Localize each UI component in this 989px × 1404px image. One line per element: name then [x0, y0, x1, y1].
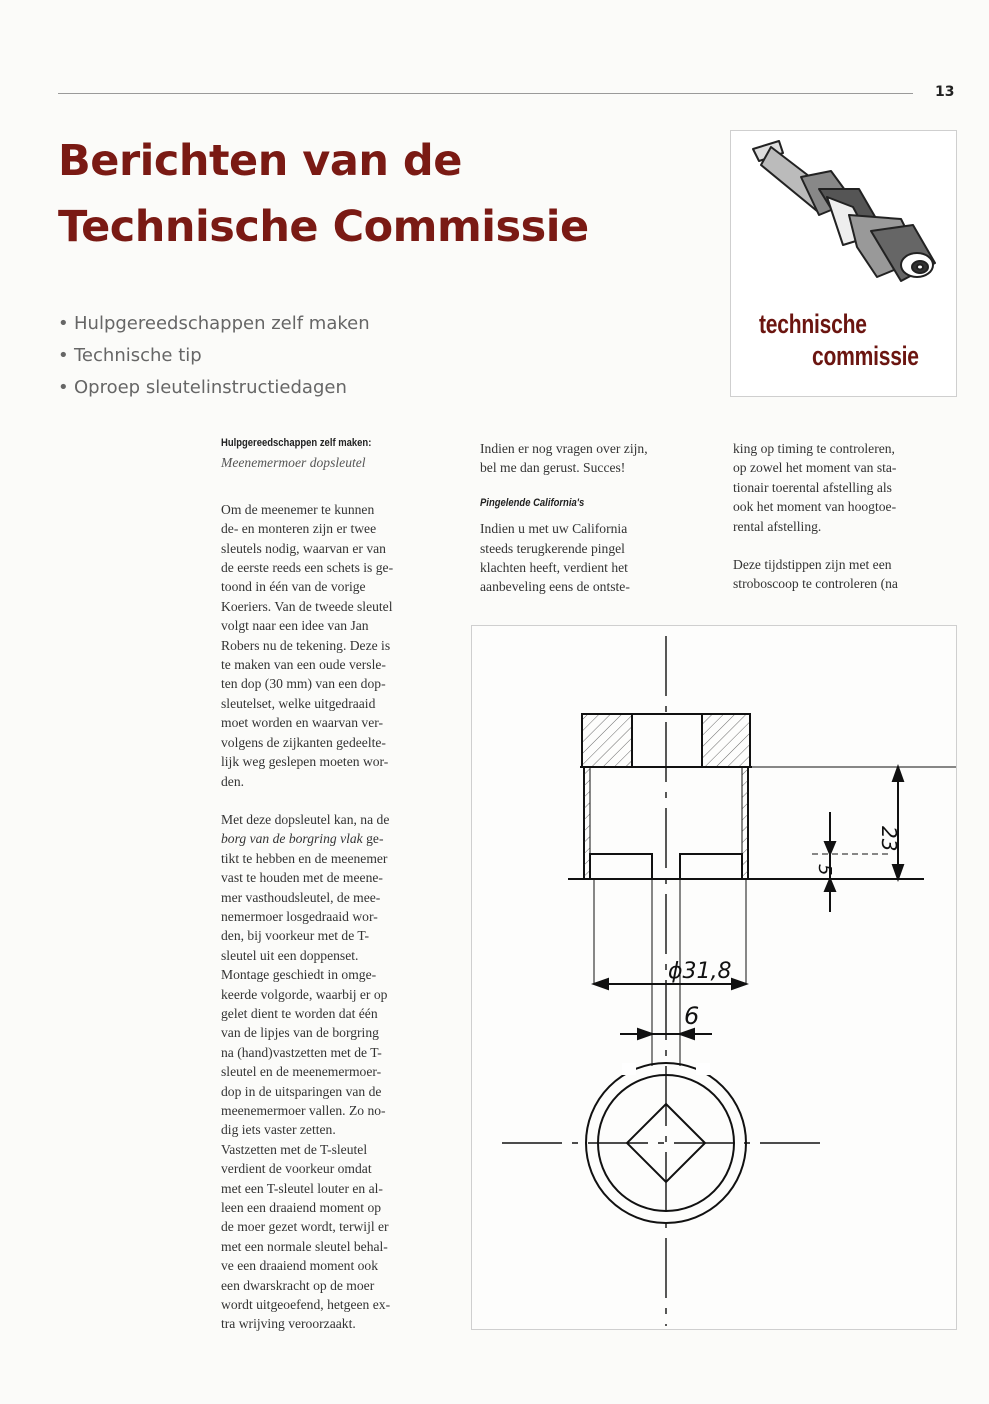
title-line-1: Berichten van de: [58, 136, 462, 186]
article-subheading: Meenemermoer dopsleutel: [221, 455, 366, 471]
page-title: [58, 128, 718, 260]
paragraph: Indien er nog vragen over zijn, bel me dan gerust. Succes!: [480, 441, 648, 476]
topic-item: • Oproep sleutelinstructiedagen: [58, 377, 347, 398]
dimension-diameter: ϕ31,8: [668, 959, 732, 984]
dimension-slot-depth: 5: [814, 864, 835, 876]
topic-item: • Technische tip: [58, 345, 202, 366]
paragraph: king op timing te controleren, op zowel het moment van sta- tionair toerental afstelling als ook het moment van hoogtoe- rental afstelling.: [733, 441, 897, 534]
topic-list: [58, 308, 370, 404]
paragraph: Om de meenemer te kunnen de- en monteren zijn er twee sleutels nodig, waarvan er van de eerste reeds een schets is ge- toond in één van de vorige Koeriers. Van de tweede sleutel volgt naar een idee van Jan Robers nu de tekening. Deze is te maken van een oude versle- ten dop (30 mm) van een dop- sleutelset, welke uitgedraaid moet worden en waarvan ver- volgens de zijkanten gedeelte- lijk weg geslepen moeten wor- den.: [221, 501, 394, 789]
title-line-2: Technische Commissie: [58, 202, 589, 252]
page-number: 13: [935, 84, 955, 100]
paragraph: Met deze dopsleutel kan, na de borg van de borgring vlak ge- tikt te hebben en de meenemer vast te houden met de meene- mer vasthoudsleutel, de mee- nemermoer losgedraaid wor- den, bij voorkeur met de T- sleutel uit een doppenset.: [221, 811, 390, 963]
header-rule: [58, 93, 913, 94]
crankshaft-illustration: [731, 131, 956, 306]
article-column-2: [480, 439, 699, 597]
paragraph: Deze tijdstippen zijn met een stroboscoop te controleren (na: [733, 557, 898, 592]
article-column-1: [221, 434, 441, 1334]
paragraph: Montage geschiedt in omge- keerde volgorde, waarbij er op gelet dient te worden dat één van de lipjes van de borgring na (hand)vastzetten met de T- sleutel en de meenemermoer- dop in de uitsparingen van de meenemermoer vallen. Zo no- dig iets vaster zetten.: [221, 967, 388, 1138]
topic-item: • Hulpgereedschappen zelf maken: [58, 313, 370, 334]
article-heading: Hulpgereedschappen zelf maken:: [221, 437, 372, 449]
article-column-3: [733, 439, 953, 594]
commission-logo: [730, 130, 957, 397]
logo-text-line-1: technische: [759, 309, 867, 339]
paragraph: Indien u met uw California steeds terugkerende pingel klachten heeft, verdient het aanbeveling eens de ontste-: [480, 521, 630, 595]
dimension-height: 23: [877, 826, 901, 852]
socket-wrench-sketch: [472, 626, 956, 1329]
paragraph: Vastzetten met de T-sleutel verdient de voorkeur omdat met een T-sleutel louter en al- leen een draaiend moment op de moer gezet wordt, terwijl er met een normale sleutel behal- ve een draaiend moment ook een dwarskracht op de moer wordt uitgeoefend, hetgeen ex- tra wrijving veroorzaakt.: [221, 1141, 391, 1332]
section-heading: Pingelende California's: [480, 496, 585, 509]
dimension-slot-width: 6: [684, 1002, 700, 1030]
logo-text-line-2: commissie: [812, 341, 919, 371]
technical-drawing: [471, 625, 957, 1330]
